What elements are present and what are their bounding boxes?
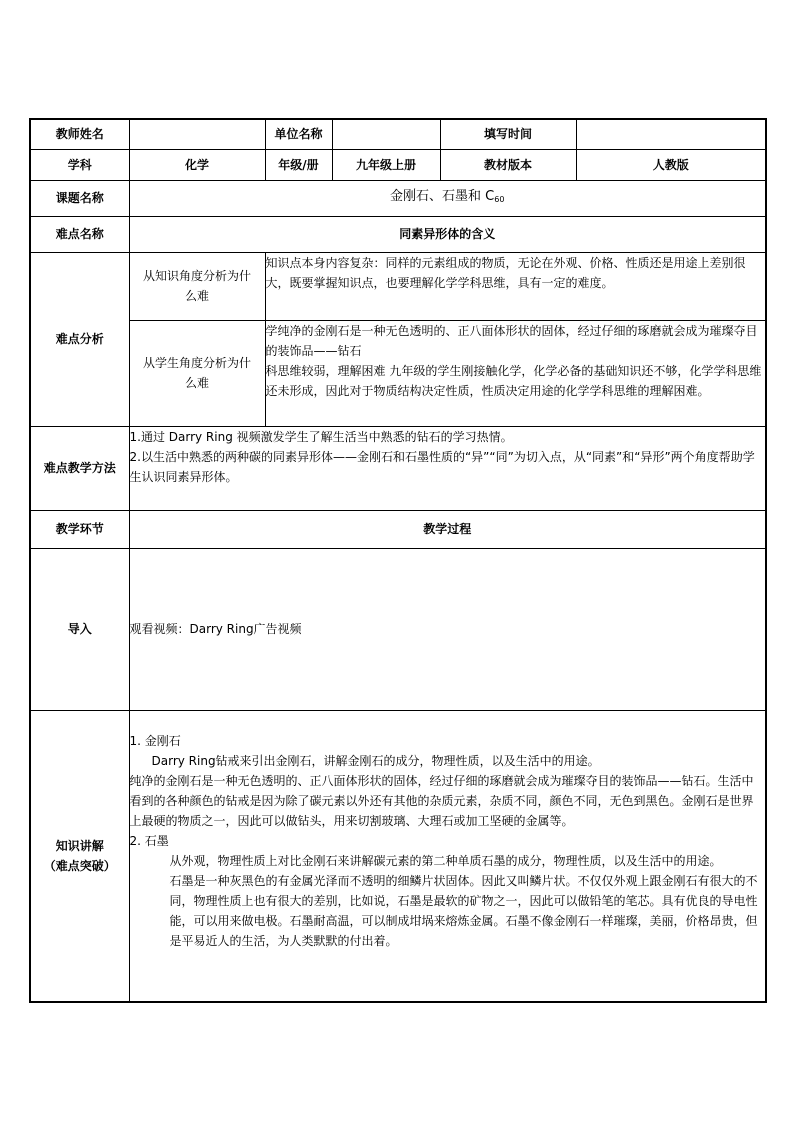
intro-label: 导入 (30, 548, 129, 710)
process-step-label: 教学环节 (30, 510, 129, 548)
method-line-1: 1.通过 Darry Ring 视频激发学生了解生活当中熟悉的钻石的学习热情。 (129, 429, 513, 444)
difficulty-label: 难点名称 (30, 216, 129, 252)
header-row (30, 119, 766, 149)
topic-label: 课题名称 (30, 180, 129, 216)
grade-label: 年级/册 (265, 149, 332, 180)
knowledge-angle-text: 知识点本身内容复杂：同样的元素组成的物质，无论在外观、价格、性质还是用途上差别很大，既要掌握知识点，也要理解化学学科思维，具有一定的难度。 (265, 252, 766, 320)
analysis-label: 难点分析 (30, 252, 129, 426)
student-angle-label: 从学生角度分析为什么难 (129, 320, 265, 426)
knowledge-para-3: 从外观，物理性质上对比金刚石来讲解碳元素的第二种单质石墨的成分，物理性质，以及生活中的用途。 (169, 853, 722, 868)
analysis-row-student (30, 320, 766, 426)
knowledge-label-line-1: 知识讲解 (55, 838, 104, 853)
difficulty-row (30, 216, 766, 252)
knowledge-para-2: 纯净的金刚石是一种无色透明的、正八面体形状的固体，经过仔细的琢磨就会成为璀璨夺目的装饰品——钻石。生活中看到的各种颜色的钻戒是因为除了碳元素以外还有其他的杂质元素，杂质不同，颜色不同，无色到黑色。金刚石是世界上最硬的物质之一，因此可以做钻头，用来切割玻璃、大理石或加工坚硬的金属等。 (129, 773, 754, 828)
student-angle-text-2: 科思维较弱，理解困难 九年级的学生刚接触化学，化学必备的基础知识还不够，化学学科思维还未形成，因此对于物质结构决定性质，性质决定用途的化学学科思维的理解困难。 (265, 363, 762, 398)
process-label: 教学过程 (129, 510, 766, 548)
topic-row (30, 180, 766, 216)
subject-value: 化学 (129, 149, 265, 180)
topic-subscript: 60 (494, 194, 505, 204)
method-row (30, 426, 766, 510)
student-angle-text-1: 学纯净的金刚石是一种无色透明的、正八面体形状的固体，经过仔细的琢磨就会成为璀璨夺目的装饰品——钻石 (265, 323, 758, 358)
knowledge-para-4: 石墨是一种灰黑色的有金属光泽而不透明的细鳞片状固体。因此又叫鳞片状。不仅仅外观上跟金刚石有很大的不同，物理性质上也有很大的差别，比如说，石墨是最软的矿物之一，因此可以做铅笔的笔芯。具有优良的导电性能，可以用来做电极。石墨耐高温，可以制成坩埚来熔炼金属。石墨不像金刚石一样璀璨，美丽，价格昂贵，但是平易近人的生活，为人类默默的付出着。 (169, 873, 758, 948)
student-angle-text (265, 320, 766, 426)
grade-value: 九年级上册 (332, 149, 440, 180)
fill-time-value (576, 119, 766, 149)
edition-label: 教材版本 (440, 149, 576, 180)
lesson-plan-table (29, 118, 767, 1003)
method-text (129, 426, 766, 510)
subject-label: 学科 (30, 149, 129, 180)
topic-main: 金刚石、石墨和 C (390, 188, 495, 204)
fill-time-label: 填写时间 (440, 119, 576, 149)
teacher-name-value (129, 119, 265, 149)
teacher-name-label: 教师姓名 (30, 119, 129, 149)
intro-row (30, 548, 766, 710)
method-label: 难点教学方法 (30, 426, 129, 510)
unit-name-label: 单位名称 (265, 119, 332, 149)
knowledge-label-line-2: （难点突破） (43, 858, 116, 873)
intro-text: 观看视频：Darry Ring广告视频 (129, 548, 766, 710)
process-header-row (30, 510, 766, 548)
analysis-row-knowledge (30, 252, 766, 320)
topic-value (129, 180, 766, 216)
knowledge-text (129, 710, 766, 1002)
difficulty-value: 同素异形体的含义 (129, 216, 766, 252)
knowledge-angle-label: 从知识角度分析为什么难 (129, 252, 265, 320)
subject-row (30, 149, 766, 180)
knowledge-heading-diamond: 1. 金刚石 (129, 733, 181, 748)
knowledge-para-1: Darry Ring钻戒来引出金刚石，讲解金刚石的成分，物理性质，以及生活中的用途。 (151, 753, 600, 768)
method-line-2: 2.以生活中熟悉的两种碳的同素异形体——金刚石和石墨性质的“异”“同”为切入点，从“同素”和“异形”两个角度帮助学生认识同素异形体。 (129, 449, 755, 484)
knowledge-label (30, 710, 129, 1002)
knowledge-heading-graphite: 2. 石墨 (129, 833, 169, 848)
knowledge-row (30, 710, 766, 1002)
unit-name-value (332, 119, 440, 149)
edition-value: 人教版 (576, 149, 766, 180)
